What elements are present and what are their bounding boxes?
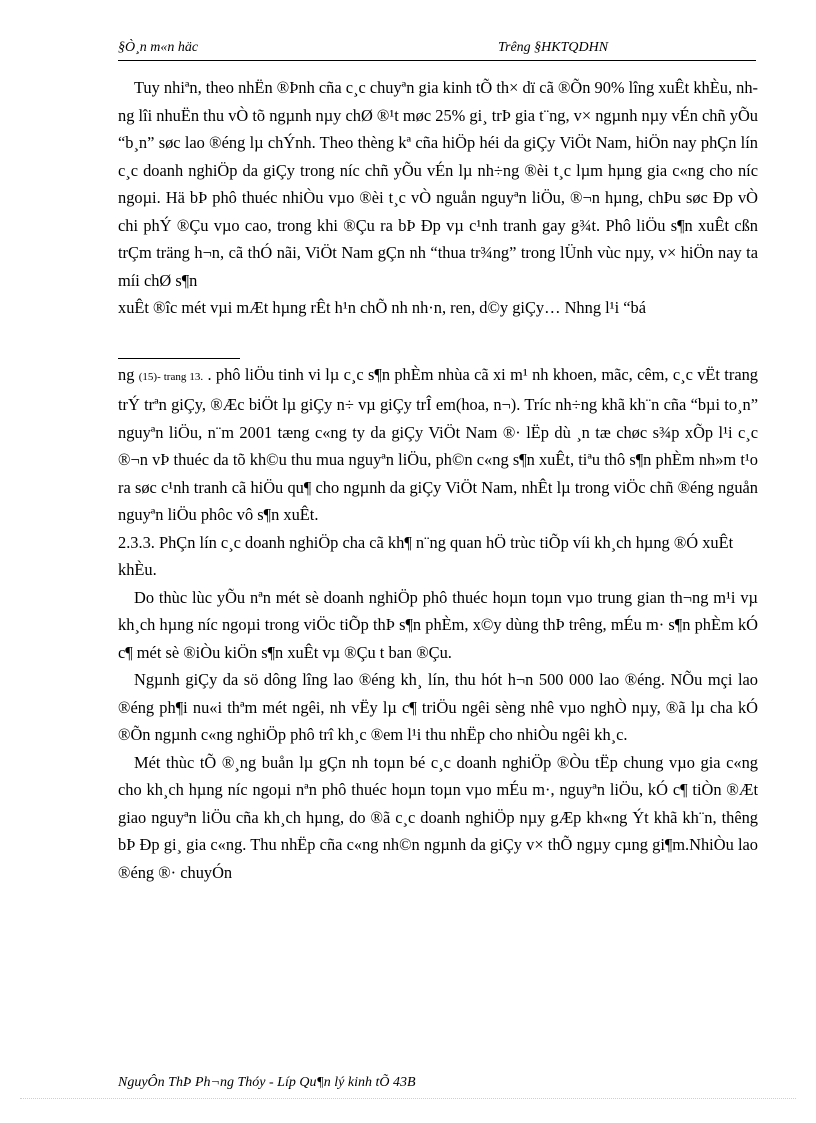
footnote-text: . phô liÖu tinh vi lµ c¸c s¶n phÈm nhùa cã xi m¹ nh khoen, mãc, cêm, c¸c vËt trang trÝ trªn giÇy, ®Æc biÖt lµ giÇy n÷ vµ giÇy trÎ em(hoa, n¬). Tríc nh÷ng khã kh¨n cña “bµi to¸n” nguyªn liÖu, n¨m 2001 tæng c«ng ty da giÇy ViÖt Nam ®· lËp dù ¸n tæ chøc s¾p xÕp l¹i c¸c ®¬n vÞ thuéc da tõ kh©u thu mua nguyªn liÖu, ph©n c«ng s¶n xuÊt, tiªu thô s¶n phÈm nh»m t¹o ra søc c¹nh tranh cã hiÖu qu¶ cho ngµnh da giÇy ViÖt Nam, nhÊt lµ trong viÖc chñ ®éng nguån nguyªn liÖu phôc vô s¶n xuÊt.	[118, 364, 758, 524]
page-bottom-border	[20, 1098, 796, 1099]
page-header	[118, 38, 756, 61]
section-heading: 2.3.3. PhÇn lín c¸c doanh nghiÖp cha cã kh¶ n¨ng quan hÖ trùc tiÕp víi kh¸ch hµng ®Ó xuÊt khÈu.	[118, 532, 734, 579]
page-body	[118, 74, 758, 886]
footnote-paragraph	[118, 361, 758, 529]
footnote-rule	[118, 358, 240, 359]
header-course-title: §Ò¸n m«n häc	[118, 40, 199, 55]
paragraph-outsourcing: Mét thùc tÕ ®¸ng buån lµ gÇn nh toµn bé c¸c doanh nghiÖp ®Òu tËp chung vµo gia c«ng cho kh¸ch hµng níc ngoµi nªn phô thuéc hoµn toµn vµo mÉu m·, nguyªn liÖu, kÓ c¶ tiÒn ®Æt giao nguyªn liÖu cña kh¸ch hµng, do ®ã c¸c doanh nghiÖp nµy gÆp kh«ng Ýt khã kh¨n, thêng bÞ Ðp gi¸ gia c«ng. Thu nhËp cña c«ng nh©n ngµnh da giÇy v× thÕ ngµy cµng gi¶m.NhiÒu lao ®éng ®· chuyÓn	[118, 752, 758, 882]
footnote-reference: (15)- trang 13.	[138, 370, 204, 383]
footnote-lead: ng	[118, 364, 135, 384]
paragraph-labor: Ngµnh giÇy da sö dông lîng lao ®éng kh¸ lín, thu hót h¬n 500 000 lao ®éng. NÕu mçi lao ®éng ph¶i nu«i thªm mét ngêi, nh vËy lµ c¶ triÖu ngêi sèng nhê vµo nghÒ nµy, ®ã lµ cha kÓ ®Õn ngµnh c«ng nghiÖp phô trî kh¸c ®em l¹i thu nhËp cho nhiÒu ngêi kh¸c.	[118, 670, 758, 744]
header-university: Trêng §HKTQDHN	[498, 40, 609, 55]
page-gap	[118, 322, 758, 358]
page-footer: NguyÔn ThÞ Ph¬ng Thóy - Líp Qu¶n lý kinh tÕ 43B	[118, 1075, 416, 1090]
paragraph-continuation: xuÊt ®îc mét vµi mÆt hµng rÊt h¹n chÕ nh nh·n, ren, d©y giÇy… Nhng l¹i “bá	[118, 298, 646, 317]
paragraph-intermediaries: Do thùc lùc yÕu nªn mét sè doanh nghiÖp phô thuéc hoµn toµn vµo trung gian th¬ng m¹i vµ kh¸ch hµng níc ngoµi trong viÖc tiÕp thÞ s¶n phÈm, x©y dùng thÞ trêng, mÉu m· s¶n phÈm kÓ c¶ mét sè ®iÒu kiÖn s¶n xuÊt vµ ®Çu t ban ®Çu.	[118, 587, 758, 662]
paragraph-intro: Tuy nhiªn, theo nhËn ®Þnh cña c¸c chuyªn gia kinh tÕ th× dï cã ®Õn 90% lîng xuÊt khÈu, nhng lîi nhuËn thu vÒ tõ ngµnh nµy chØ ®¹t møc 25% gi¸ trÞ gia t¨ng, v× ngµnh nµy vÉn chñ yÕu “b¸n” søc lao ®éng lµ chÝnh. Theo thèng kª cña hiÖp héi da giÇy ViÖt Nam, hiÖn nay phÇn lín c¸c doanh nghiÖp da giÇy trong níc chñ yÕu vÉn lµ nh÷ng ®èi t¸c lµm hµng gia c«ng cho níc ngoµi. Hä bÞ phô thuéc nhiÒu vµo ®èi t¸c vÒ nguån nguyªn liÖu, ®¬n hµng, chÞu søc Ðp vÒ chi phÝ ®Çu vµo cao, trong khi ®Çu ra bÞ Ðp vµ c¹nh tranh gay g¾t. Phô liÖu s¶n xuÊt cßn trÇm träng h¬n, cã thÓ nãi, ViÖt Nam gÇn nh “thua tr¾ng” trong lÜnh vùc nµy, v× hiÖn nay ta míi chØ s¶n	[118, 78, 758, 290]
